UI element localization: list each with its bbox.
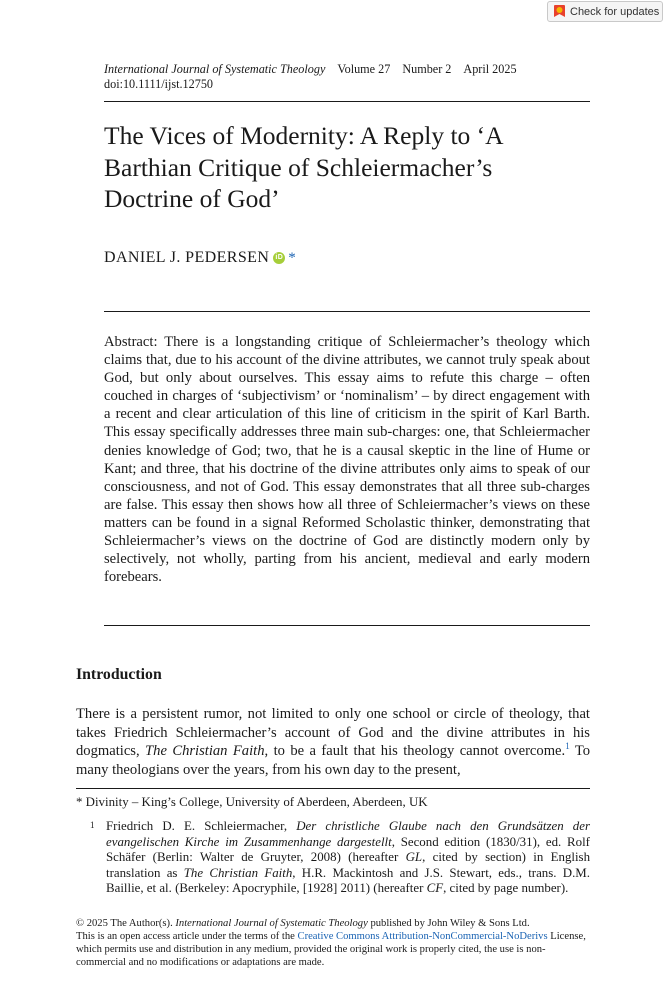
author-line	[104, 249, 296, 267]
volume: Volume 27	[337, 62, 391, 76]
copyright-journal: International Journal of Systematic Theology	[175, 918, 368, 929]
abstract-bottom-divider	[104, 625, 590, 626]
copyright-notice	[76, 917, 590, 969]
book-title: The Christian Faith	[145, 743, 265, 759]
footnote-divider	[76, 788, 590, 789]
footnote-text: , Second edition (1830/31), ed. Rolf Schäfer (Berlin: Walter de Gruyter, 2008) (hereafter	[106, 834, 590, 864]
crossmark-icon	[553, 4, 566, 19]
footnote-italic: The Christian Faith	[183, 865, 293, 880]
copyright-text: © 2025 The Author(s).	[76, 918, 176, 929]
orcid-icon[interactable]: iD	[273, 252, 285, 264]
footnote-text: , H.R. Mackintosh and J.S. Stewart, eds., trans. D.M. Baillie, et al. (Berkeley: Apocryphile, [1928] 2011) (hereafter	[106, 865, 590, 895]
license-text: This is an open access article under the terms of the	[76, 931, 298, 942]
abstract: Abstract: There is a longstanding critique of Schleiermacher’s theology which claims that, due to his account of the divine attributes, we cannot truly speak about God, but only about ourselves. This essay aims to refute this charge – often couched in charges of ‘subjectivism’ or ‘nominalism’ – by direct engagement with a recent and clear articulation of this line of criticism in the spirit of Karl Barth. This essay specifically addresses three main sub-charges: one, that Schleiermacher denies knowledge of God; two, that he is a causal skeptic in the line of Hume or Kant; and three, that his doctrine of the divine attributes only aims to speak of our consciousness, and not of God. This essay demonstrates that all three sub-charges are false. This essay then shows how all three of Schleiermacher’s views on these matters can be found in a signal Reformed Scholastic thinker, demonstrating that Schleiermacher’s views on the doctrine of God are distinctly modern only by selectively, not wholly, parting from his ancient, medieval and early modern forebears.	[104, 334, 590, 586]
issue-number: Number 2	[402, 62, 452, 76]
paragraph-text: There is a persistent rumor, not limited to only one school or circle of theology, that takes Friedrich Schleiermacher’s account of God and the divine attributes in his dogmatics,	[76, 706, 590, 759]
paragraph-text: To many theologians over the years, from his own day to the present,	[76, 743, 591, 778]
footnote-italic: Der christliche Glaube nach den Grundsätzen der evangelischen Kirche im Zusammenhange dargestellt	[106, 819, 590, 849]
license-line	[76, 930, 590, 969]
issue-date: April 2025	[463, 62, 517, 76]
footnote-italic: CF	[426, 881, 444, 895]
footnote-text: , cited by section) in English translation as	[106, 850, 591, 880]
copyright-line	[76, 917, 590, 930]
abstract-top-divider	[104, 311, 590, 312]
article-title: The Vices of Modernity: A Reply to ‘A Barthian Critique of Schleiermacher’s Doctrine of God’	[104, 121, 503, 213]
doi[interactable]: doi:10.1111/ijst.12750	[104, 77, 214, 91]
license-text: License, which permits use and distribution in any medium, provided the original work is properly cited, the use is non-commercial and no modifications or adaptations are made.	[76, 931, 586, 968]
header-divider	[104, 101, 590, 102]
journal-name: International Journal of Systematic Theology	[104, 62, 326, 76]
footnote-ref-1[interactable]: 1	[565, 741, 570, 752]
check-for-updates-label: Check for updates	[570, 5, 660, 18]
footnote-italic: GL	[405, 850, 423, 864]
section-heading-introduction: Introduction	[76, 666, 162, 683]
author-name: DANIEL J. PEDERSEN	[104, 249, 270, 266]
author-affiliation-mark[interactable]: *	[288, 249, 297, 266]
footnote-1-marker: 1	[90, 820, 95, 830]
paragraph-text: , to be a fault that his theology cannot overcome.	[264, 743, 566, 759]
affiliation-footnote: * Divinity – King’s College, University of Aberdeen, Aberdeen, UK	[76, 795, 428, 809]
footnote-text: Friedrich D. E. Schleiermacher,	[106, 819, 297, 833]
footnote-1	[90, 819, 590, 897]
license-link[interactable]: Creative Commons Attribution-NonCommercial-NoDerivs	[297, 931, 548, 942]
journal-header	[104, 62, 517, 77]
check-for-updates-badge[interactable]	[547, 1, 663, 22]
introduction-paragraph	[76, 705, 590, 779]
footnote-1-text	[106, 819, 590, 897]
copyright-text: published by John Wiley & Sons Ltd.	[367, 918, 530, 929]
footnote-text: , cited by page number).	[443, 881, 569, 895]
